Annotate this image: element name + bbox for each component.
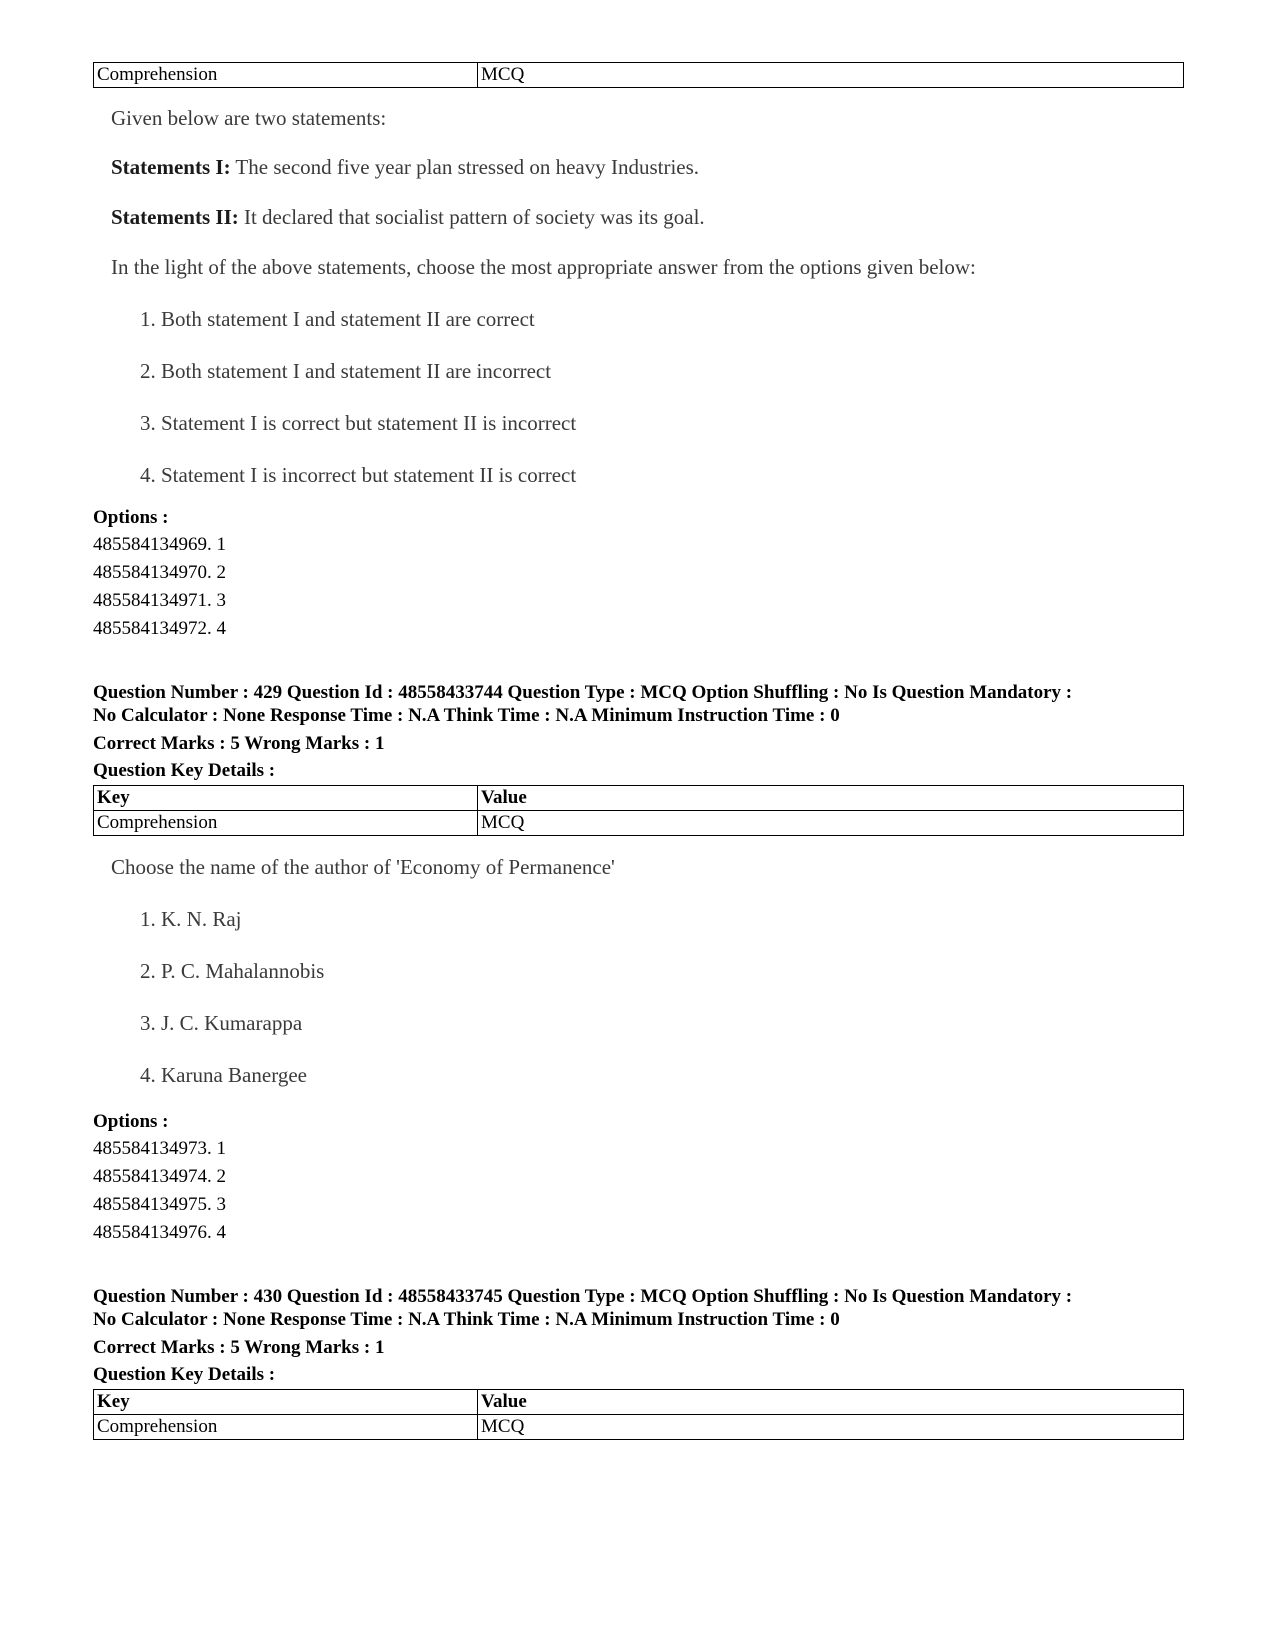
table-cell-value: MCQ [478,1415,1184,1440]
option-item: 485584134975. 3 [93,1194,226,1215]
table-row [94,811,1184,836]
table-cell-key: Comprehension [94,1415,478,1440]
statement-2-text: It declared that socialist pattern of society was its goal. [238,205,705,229]
statement-2-label: Statements II: [111,205,239,229]
option-item: 485584134973. 1 [93,1138,226,1159]
choice-item: 1. K. N. Raj [140,907,242,931]
choice-item: 1. Both statement I and statement II are correct [140,307,535,331]
question-meta-line: Question Number : 429 Question Id : 48558433744 Question Type : MCQ Option Shuffling : No Is Question Mandatory : [93,682,1073,703]
key-details-label: Question Key Details : [93,1364,276,1385]
choice-item: 3. J. C. Kumarappa [140,1011,303,1035]
table-header-value: Value [478,786,1184,811]
question-meta [93,681,1184,727]
marks-line: Correct Marks : 5 Wrong Marks : 1 [93,1337,385,1358]
table-header-row [94,786,1184,811]
table-header-key: Key [94,1390,478,1415]
statement-1-text: The second five year plan stressed on heavy Industries. [230,155,700,179]
option-item: 485584134971. 3 [93,590,226,611]
question-instruction: In the light of the above statements, choose the most appropriate answer from the options given below: [111,255,976,279]
option-item: 485584134974. 2 [93,1166,226,1187]
table-cell-key: Comprehension [94,811,478,836]
question-prompt: Choose the name of the author of 'Economy of Permanence' [111,855,615,879]
key-details-label: Question Key Details : [93,760,276,781]
table-header-key: Key [94,786,478,811]
table-cell-key: Comprehension [94,63,478,88]
table-row [94,1415,1184,1440]
choice-item: 4. Karuna Banergee [140,1063,307,1087]
question-key-table [93,62,1184,88]
statement-1-label: Statements I: [111,155,231,179]
option-item: 485584134969. 1 [93,534,226,555]
question-meta-line: No Calculator : None Response Time : N.A Think Time : N.A Minimum Instruction Time : 0 [93,1309,840,1330]
choice-item: 2. P. C. Mahalannobis [140,959,325,983]
question-image [93,855,1184,1088]
question-meta [93,1285,1184,1331]
question-key-table [93,785,1184,836]
table-header-row [94,1390,1184,1415]
table-cell-value: MCQ [478,811,1184,836]
question-key-table [93,1389,1184,1440]
choice-item: 3. Statement I is correct but statement II is incorrect [140,411,577,435]
options-label: Options : [93,507,169,528]
table-row [94,63,1184,88]
statement-2 [111,205,1184,230]
choice-item: 4. Statement I is incorrect but statement II is correct [140,463,577,487]
options-label: Options : [93,1111,169,1132]
option-item: 485584134976. 4 [93,1222,226,1243]
marks-line: Correct Marks : 5 Wrong Marks : 1 [93,733,385,754]
option-item: 485584134972. 4 [93,618,226,639]
document-page [93,62,1184,1440]
table-cell-value: MCQ [478,63,1184,88]
question-meta-line: Question Number : 430 Question Id : 48558433745 Question Type : MCQ Option Shuffling : No Is Question Mandatory : [93,1286,1073,1307]
table-header-value: Value [478,1390,1184,1415]
question-intro: Given below are two statements: [111,106,387,130]
choice-item: 2. Both statement I and statement II are incorrect [140,359,552,383]
question-image [93,106,1184,488]
statement-1 [111,155,1184,180]
option-item: 485584134970. 2 [93,562,226,583]
question-meta-line: No Calculator : None Response Time : N.A Think Time : N.A Minimum Instruction Time : 0 [93,705,840,726]
